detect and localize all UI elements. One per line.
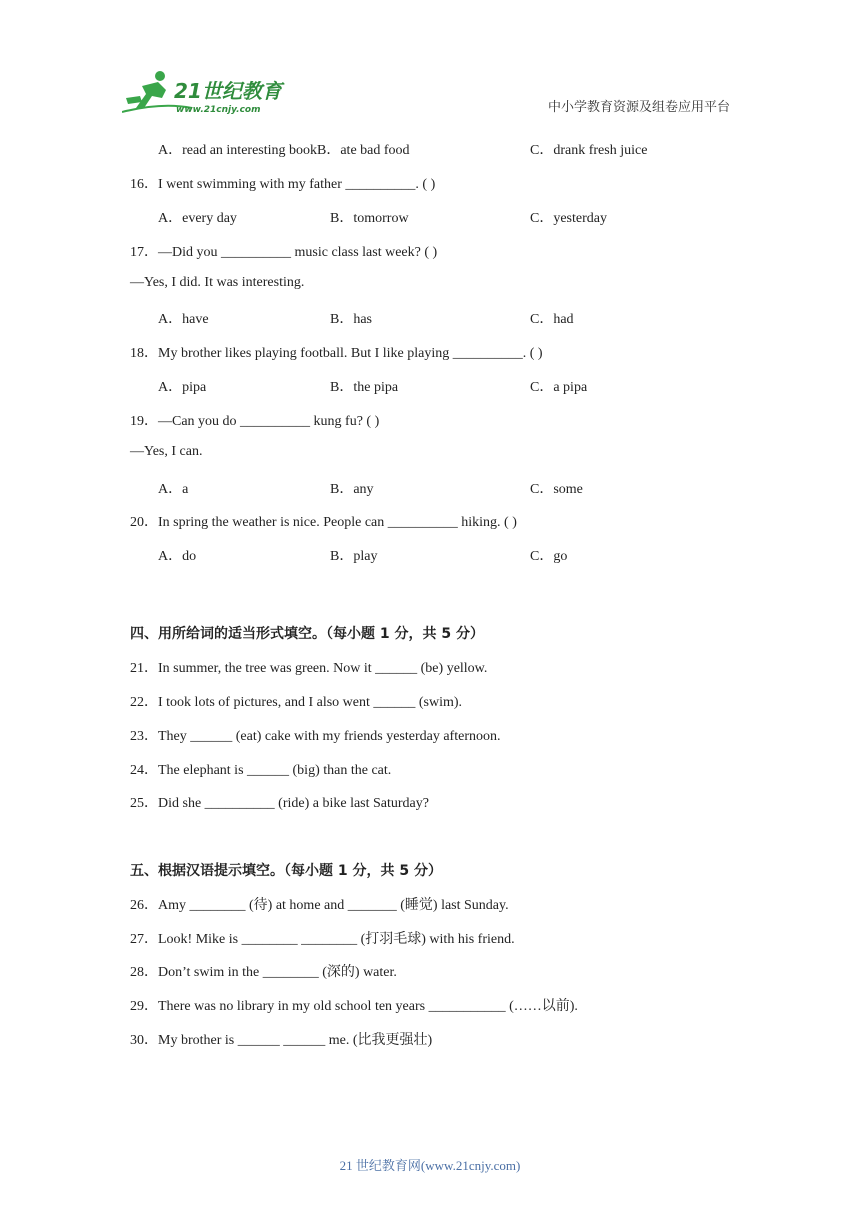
q20-option-b: B．play (330, 549, 378, 564)
runner-logo-icon (122, 68, 292, 116)
q18-option-c: C．a pipa (530, 380, 588, 395)
page-footer: 21 世纪教育网(www.21cnjy.com) (339, 1158, 521, 1173)
q19-option-c: C．some (530, 482, 583, 497)
q20-option-a: A．do (158, 549, 197, 564)
question-28: 28．Don’t swim in the ________ (深的) water. (130, 965, 397, 980)
question-29: 29．There was no library in my old school ten years ___________ (……以前). (130, 999, 578, 1014)
question-17: 17．—Did you __________ music class last week? ( ) (130, 245, 438, 260)
q17-option-b: B．has (330, 312, 372, 327)
logo-wordmark: 21世纪教育 (174, 79, 282, 103)
platform-title: 中小学教育资源及组卷应用平台 (548, 100, 731, 115)
q18-option-a: A．pipa (158, 380, 207, 395)
question-22: 22．I took lots of pictures, and I also went ______ (swim). (130, 695, 463, 710)
question-27: 27．Look! Mike is ________ ________ (打羽毛球) with his friend. (130, 932, 515, 947)
logo-url: www.21cnjy.com (176, 105, 261, 115)
q17-option-a: A．have (158, 312, 209, 327)
q15-option-c: C．drank fresh juice (530, 143, 648, 158)
question-18: 18．My brother likes playing football. But I like playing __________. ( ) (130, 346, 543, 361)
question-25: 25．Did she __________ (ride) a bike last Saturday? (130, 796, 429, 811)
section-4-title: 四、用所给词的适当形式填空。（每小题 1 分，共 5 分） (130, 626, 484, 642)
q16-option-c: C．yesterday (530, 211, 607, 226)
question-30: 30．My brother is ______ ______ me. (比我更强壮) (130, 1033, 433, 1048)
q19-reply: —Yes, I can. (130, 444, 203, 459)
question-19: 19．—Can you do __________ kung fu? ( ) (130, 414, 380, 429)
q17-option-c: C．had (530, 312, 574, 327)
section-5-title: 五、根据汉语提示填空。（每小题 1 分，共 5 分） (130, 863, 442, 879)
q20-option-c: C．go (530, 549, 568, 564)
site-logo (122, 68, 292, 116)
q15-option-ab: A．read an interesting bookB．ate bad food (158, 143, 410, 158)
q16-option-a: A．every day (158, 211, 237, 226)
question-16: 16．I went swimming with my father __________. ( ) (130, 177, 436, 192)
q19-option-b: B．any (330, 482, 374, 497)
question-26: 26．Amy ________ (待) at home and _______ (睡觉) last Sunday. (130, 898, 509, 913)
question-24: 24．The elephant is ______ (big) than the cat. (130, 763, 392, 778)
q17-reply: —Yes, I did. It was interesting. (130, 275, 305, 290)
question-21: 21．In summer, the tree was green. Now it ______ (be) yellow. (130, 661, 488, 676)
question-23: 23．They ______ (eat) cake with my friends yesterday afternoon. (130, 729, 501, 744)
question-20: 20．In spring the weather is nice. People can __________ hiking. ( ) (130, 515, 517, 530)
q19-option-a: A．a (158, 482, 189, 497)
q16-option-b: B．tomorrow (330, 211, 409, 226)
q18-option-b: B．the pipa (330, 380, 399, 395)
